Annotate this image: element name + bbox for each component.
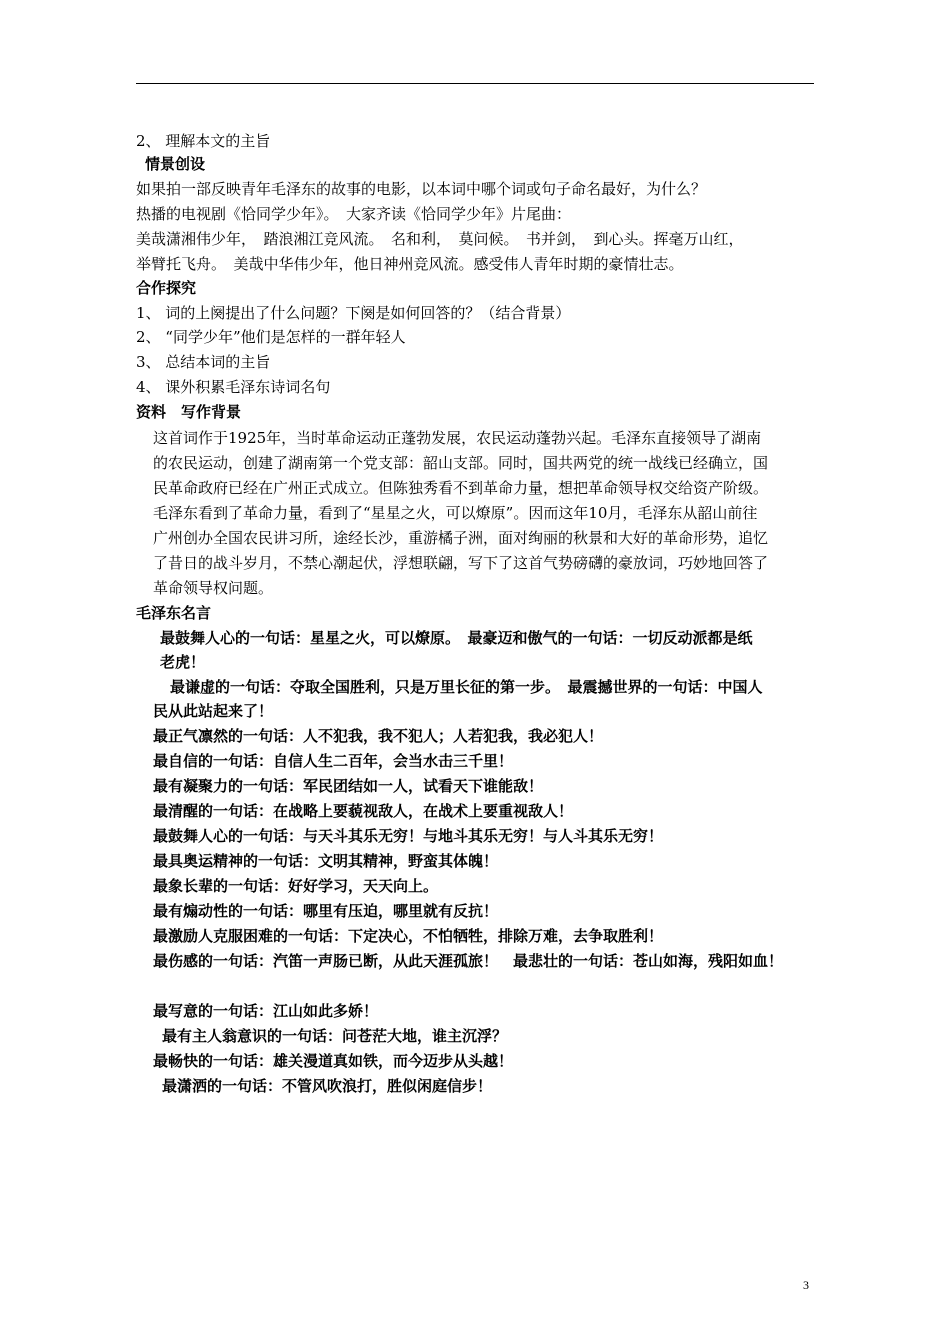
quote-line: 最畅快的一句话：雄关漫道真如铁，而今迈步从头越！	[153, 1052, 514, 1070]
background-line: 民革命政府已经在广州正式成立。但陈独秀看不到革命力量，想把革命领导权交给资产阶级。	[153, 479, 769, 497]
background-line: 广州创办全国农民讲习所，途经长沙，重游橘子洲，面对绚丽的秋景和大好的革命形势，追忆	[153, 529, 769, 547]
quote-line: 最伤感的一句话：汽笛一声肠已断，从此天涯孤旅！ 最悲壮的一句话：苍山如海，残阳如血！	[153, 952, 784, 970]
quote-line: 最鼓舞人心的一句话：与天斗其乐无穷！与地斗其乐无穷！与人斗其乐无穷！	[153, 827, 664, 845]
quote-line: 最鼓舞人心的一句话：星星之火，可以燎原。 最豪迈和傲气的一句话：一切反动派都是纸	[160, 629, 753, 647]
lyrics-line-2: 举臂托飞舟。 美哉中华伟少年，他日神州竞风流。感受伟人青年时期的豪情壮志。	[136, 255, 684, 273]
quote-line: 最有主人翁意识的一句话：问苍茫大地，谁主沉浮？	[162, 1027, 508, 1045]
background-line: 的农民运动，创建了湖南第一个党支部：韶山支部。同时，国共两党的统一战线已经确立，国	[153, 454, 769, 472]
quote-line: 最正气凛然的一句话：人不犯我，我不犯人；人若犯我，我必犯人！	[153, 727, 604, 745]
background-line: 革命领导权问题。	[153, 579, 274, 597]
header-rule	[136, 83, 814, 84]
quote-line: 老虎！	[160, 653, 206, 671]
quote-line: 最自信的一句话：自信人生二百年，会当水击三千里！	[153, 752, 514, 770]
quote-line: 最有凝聚力的一句话：军民团结如一人，试看天下谁能敌！	[153, 777, 544, 795]
quotes-heading: 毛泽东名言	[136, 604, 212, 622]
quote-line: 最象长辈的一句话：好好学习，天天向上。	[153, 877, 439, 895]
quote-line: 最谦虚的一句话：夺取全国胜利，只是万里长征的第一步。 最震撼世界的一句话：中国人	[170, 678, 763, 696]
background-line: 毛泽东看到了革命力量，看到了“星星之火，可以燎原”。因而这年10月，毛泽东从韶山前往	[153, 504, 758, 522]
lyrics-line-1: 美哉潇湘伟少年， 踏浪湘江竞风流。 名和利， 莫问候。 书并剑， 到心头。挥毫万山红，	[136, 230, 744, 248]
cooperation-item: 3、 总结本词的主旨	[136, 353, 271, 371]
cooperation-item: 4、 课外积累毛泽东诗词名句	[136, 378, 331, 396]
quote-line: 最具奥运精神的一句话：文明其精神，野蛮其体魄！	[153, 852, 499, 870]
quote-line: 最写意的一句话：江山如此多娇！	[153, 1002, 379, 1020]
scene-question: 如果拍一部反映青年毛泽东的故事的电影，以本词中哪个词或句子命名最好，为什么？	[136, 180, 707, 198]
page-number: 3	[803, 1278, 809, 1292]
cooperation-item: 2、 “同学少年”他们是怎样的一群年轻人	[136, 328, 406, 346]
cooperation-heading: 合作探究	[136, 279, 197, 297]
scene-heading: 情景创设	[145, 155, 206, 173]
quote-line: 最有煽动性的一句话：哪里有压迫，哪里就有反抗！	[153, 902, 499, 920]
objective-item-2: 2、 理解本文的主旨	[136, 132, 271, 150]
quote-line: 最清醒的一句话：在战略上要藐视敌人，在战术上要重视敌人！	[153, 802, 574, 820]
background-heading: 资料 写作背景	[136, 403, 242, 421]
quote-line: 最潇洒的一句话：不管风吹浪打，胜似闲庭信步！	[162, 1077, 493, 1095]
background-line: 这首词作于1925年，当时革命运动正蓬勃发展，农民运动蓬勃兴起。毛泽东直接领导了湖南	[153, 429, 762, 447]
quote-line: 民从此站起来了！	[153, 702, 274, 720]
cooperation-item: 1、 词的上阕提出了什么问题？下阕是如何回答的？（结合背景）	[136, 304, 571, 322]
scene-intro: 热播的电视剧《恰同学少年》。 大家齐读《恰同学少年》片尾曲：	[136, 205, 572, 223]
background-line: 了昔日的战斗岁月，不禁心潮起伏，浮想联翩，写下了这首气势磅礴的豪放词，巧妙地回答了	[153, 554, 769, 572]
quote-line: 最激励人克服困难的一句话：下定决心，不怕牺牲，排除万难，去争取胜利！	[153, 927, 664, 945]
